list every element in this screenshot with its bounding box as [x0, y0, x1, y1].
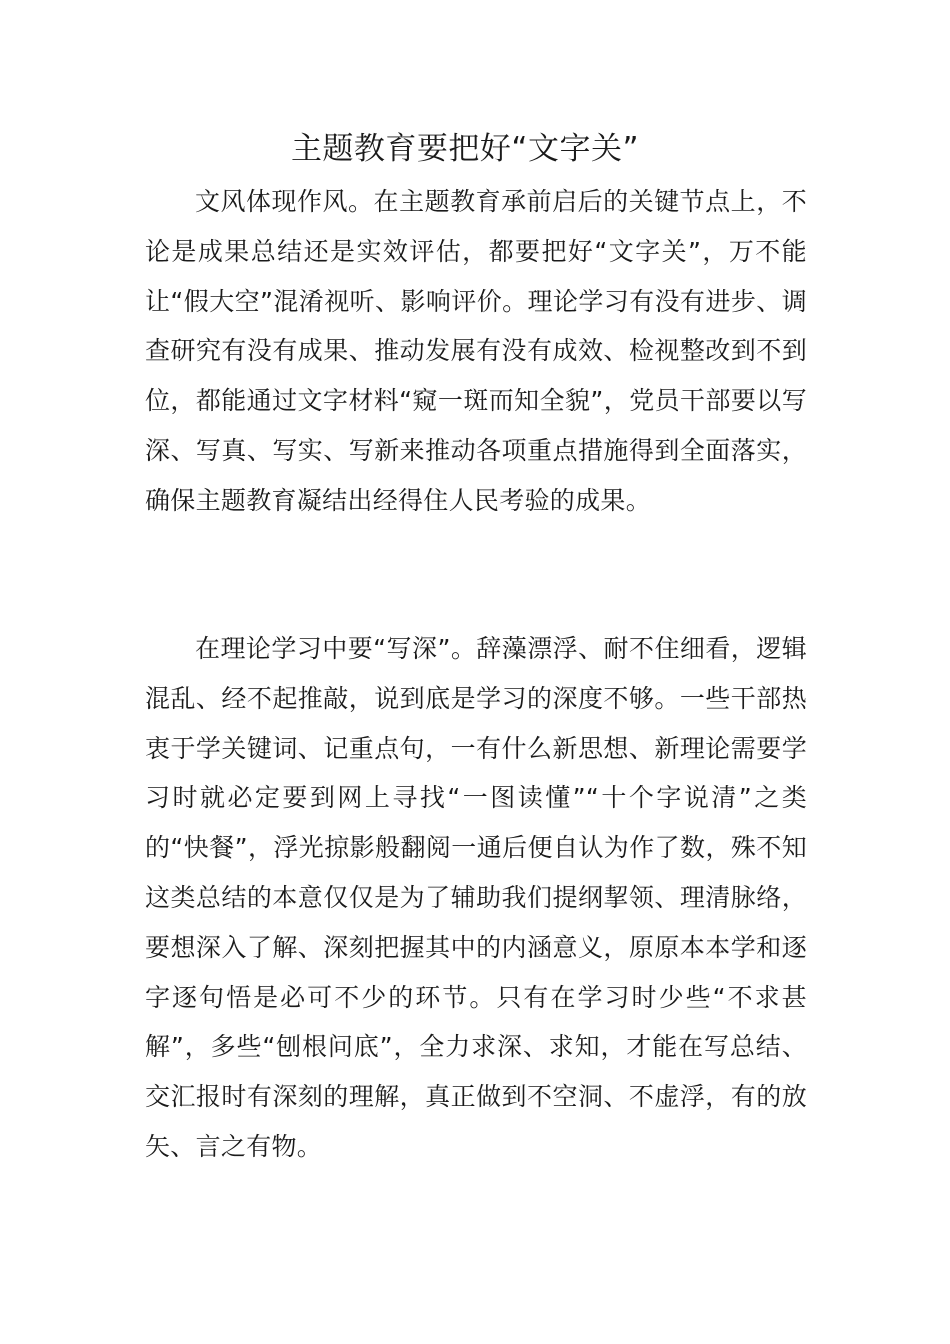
- paragraph-2: 在理论学习中要“写深”。辞藻漂浮、耐不住细看，逻辑混乱、经不起推敲，说到底是学习的深度不够。一些干部热衷于学关键词、记重点句，一有什么新思想、新理论需要学习时就必定要到网上寻找“一图读懂”“十个字说清”之类的“快餐”，浮光掠影般翻阅一通后便自认为作了数，殊不知这类总结的本意仅仅是为了辅助我们提纲挈领、理清脉络，要想深入了解、深刻把握其中的内涵意义，原原本本学和逐字逐句悟是必可不少的环节。只有在学习时少些“不求甚解”，多些“刨根问底”，全力求深、求知，才能在写总结、交汇报时有深刻的理解，真正做到不空洞、不虚浮，有的放矢、言之有物。: [145, 634, 807, 1161]
- document-title: 主题教育要把好“文字关”: [290, 131, 640, 167]
- paragraph-1: 文风体现作风。在主题教育承前启后的关键节点上，不论是成果总结还是实效评估，都要把好“文字关”，万不能让“假大空”混淆视听、影响评价。理论学习有没有进步、调查研究有没有成果、推动发展有没有成效、检视整改到不到位，都能通过文字材料“窥一斑而知全貌”，党员干部要以写深、写真、写实、写新来推动各项重点措施得到全面落实，确保主题教育凝结出经得住人民考验的成果。: [145, 187, 807, 515]
